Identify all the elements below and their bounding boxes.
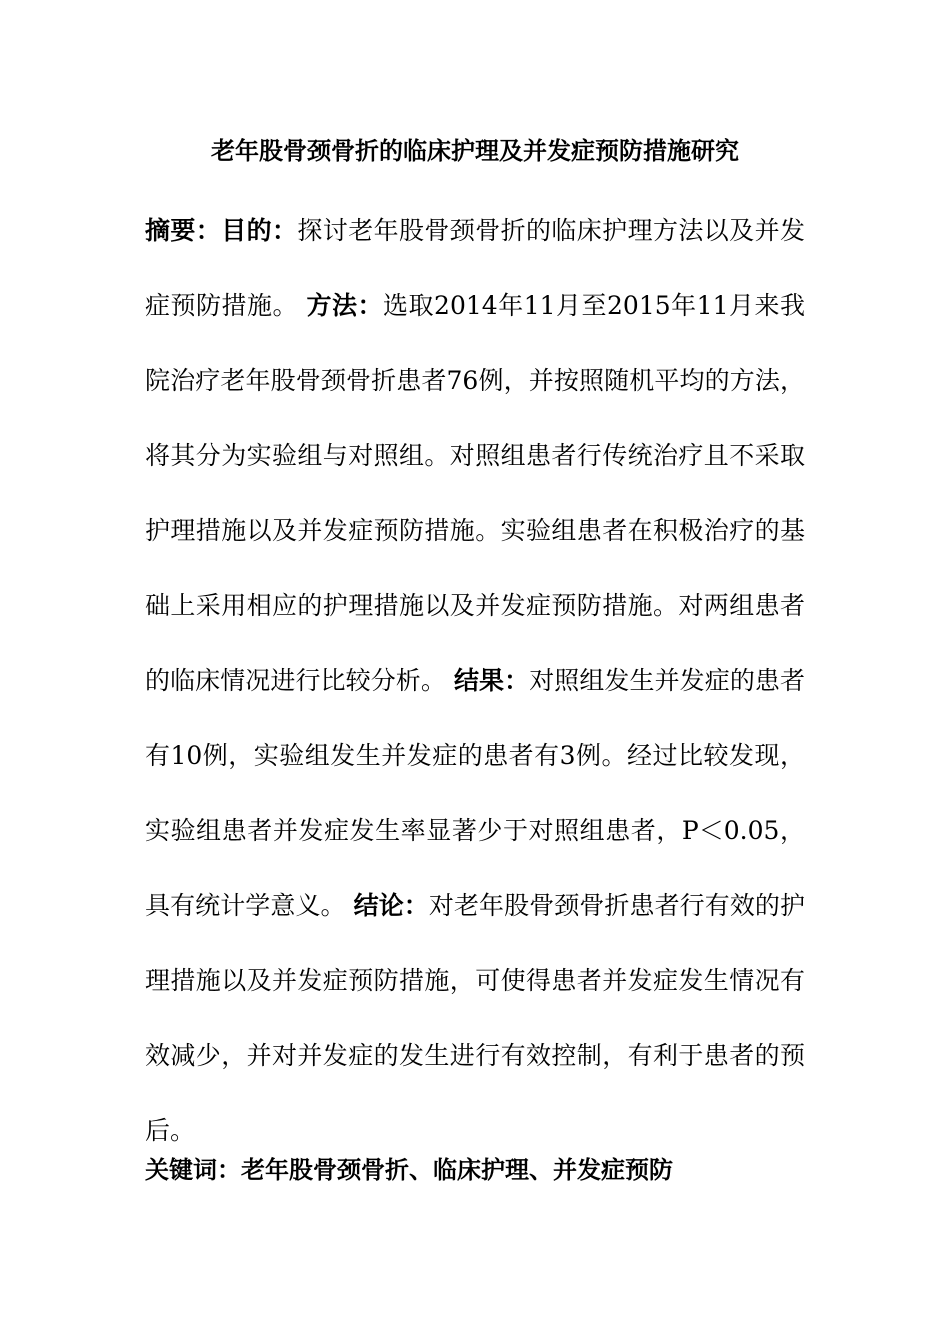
objective-text: 探讨老年股骨颈骨折的临床护理方法以及并发症预防措施。 bbox=[145, 216, 805, 320]
conclusion-label: 结论： bbox=[353, 891, 429, 920]
conclusion-text: 对老年股骨颈骨折患者行有效的护理措施以及并发症预防措施，可使得患者并发症发生情况有效减少，并对并发症的发生进行有效控制，有利于患者的预后。 bbox=[145, 891, 805, 1145]
keywords-line: 关键词：老年股骨颈骨折、临床护理、并发症预防 bbox=[145, 1156, 673, 1184]
methods-label: 方法： bbox=[306, 291, 384, 320]
objective-label: 目的： bbox=[221, 216, 298, 245]
methods-text: 选取2014年11月至2015年11月来我院治疗老年股骨颈骨折患者76例，并按照随机平均的方法，将其分为实验组与对照组。对照组患者行传统治疗且不采取护理措施以及并发症预防措施。实验组患者在积极治疗的基础上采用相应的护理措施以及并发症预防措施。对两组患者的临床情况进行比较分析。 bbox=[145, 291, 805, 695]
abstract-paragraph bbox=[145, 193, 805, 1168]
document-title: 老年股骨颈骨折的临床护理及并发症预防措施研究 bbox=[211, 137, 739, 165]
abstract-label: 摘要： bbox=[145, 216, 222, 245]
results-label: 结果： bbox=[453, 666, 530, 695]
results-text: 对照组发生并发症的患者有10例，实验组发生并发症的患者有3例。经过比较发现，实验组患者并发症发生率显著少于对照组患者，P＜0.05，具有统计学意义。 bbox=[145, 666, 805, 920]
